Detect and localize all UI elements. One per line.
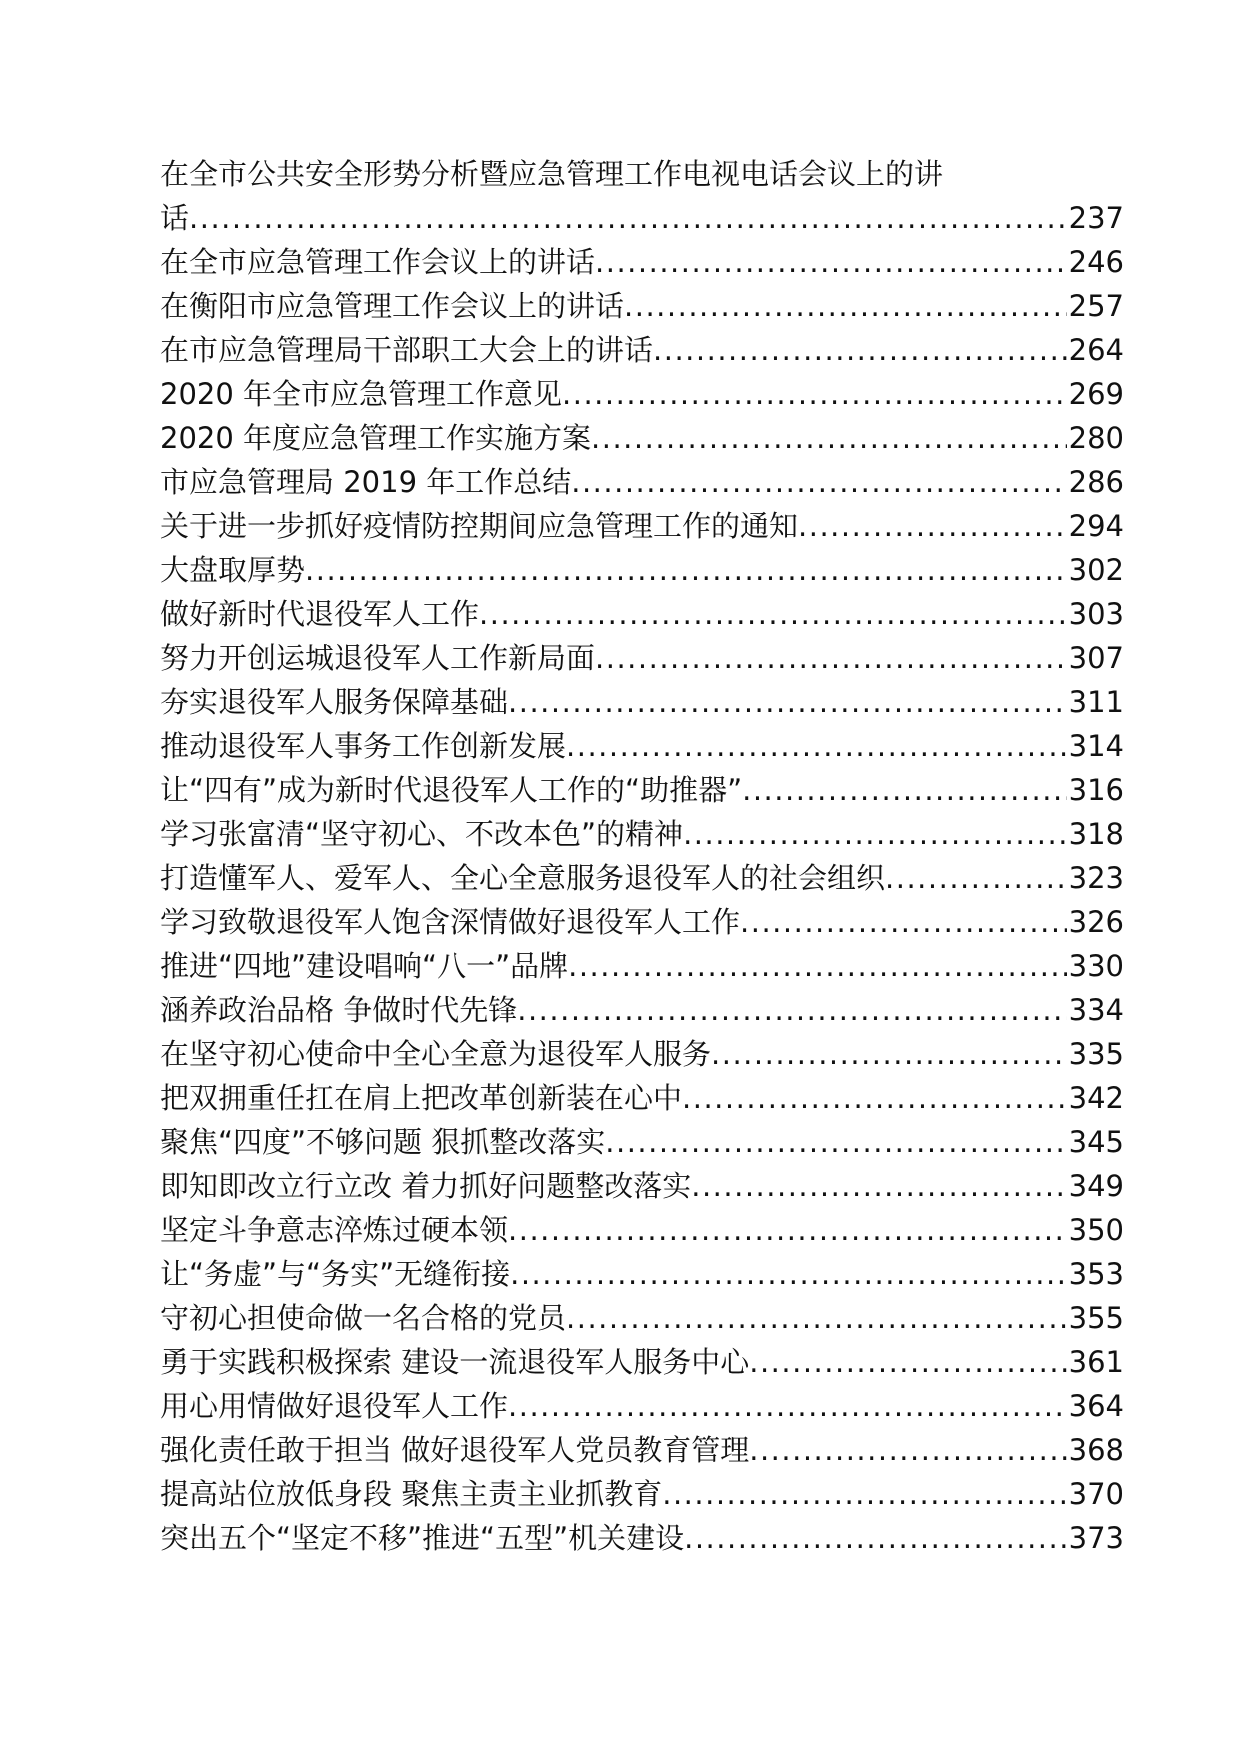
toc-entry-title: 关于进一步抓好疫情防控期间应急管理工作的通知 [160,509,799,543]
toc-entry[interactable] [160,856,1124,900]
toc-entry-title: 大盘取厚势 [160,553,306,587]
toc-entry[interactable] [160,328,1124,372]
toc-entry-page: 246 [1068,245,1124,279]
toc-entry-page: 326 [1068,905,1124,939]
toc-entry-page: 257 [1068,289,1124,323]
toc-entry-title: 让“务虚”与“务实”无缝衔接 [160,1257,511,1291]
toc-entry-page: 280 [1068,421,1124,455]
dot-leader [517,988,1066,1032]
toc-entry[interactable] [160,1252,1124,1296]
toc-entry[interactable] [160,812,1124,856]
toc-entry[interactable] [160,1428,1124,1472]
table-of-contents [160,152,1124,1560]
dot-leader [662,1472,1066,1516]
toc-entry[interactable] [160,1472,1124,1516]
dot-leader [568,944,1067,988]
toc-entry-title: 勇于实践积极探索 建设一流退役军人服务中心 [160,1345,750,1379]
dot-leader [682,1076,1067,1120]
toc-entry[interactable] [160,1032,1124,1076]
toc-entry[interactable] [160,284,1124,328]
toc-entry-page: 323 [1068,861,1124,895]
toc-entry-title: 聚焦“四度”不够问题 狠抓整改落实 [160,1125,606,1159]
dot-leader [566,724,1067,768]
toc-entry[interactable] [160,152,1124,240]
toc-entry[interactable] [160,944,1124,988]
dot-leader [798,504,1067,548]
dot-leader [605,1120,1066,1164]
toc-entry-title: 突出五个“坚定不移”推进“五型”机关建设 [160,1521,685,1555]
toc-entry-title: 守初心担使命做一名合格的党员 [160,1301,567,1335]
toc-entry-page: 318 [1068,817,1124,851]
toc-entry-page: 264 [1068,333,1124,367]
toc-entry-page: 350 [1068,1213,1124,1247]
dot-leader [562,372,1067,416]
dot-leader [508,1384,1067,1428]
toc-entry-title: 涵养政治品格 争做时代先锋 [160,993,518,1027]
toc-entry[interactable] [160,240,1124,284]
toc-entry[interactable] [160,460,1124,504]
toc-entry-title: 让“四有”成为新时代退役军人工作的“助推器” [160,773,743,807]
toc-entry-page: 353 [1068,1257,1124,1291]
toc-entry-page: 303 [1068,597,1124,631]
toc-entry-page: 269 [1068,377,1124,411]
toc-entry-page: 307 [1068,641,1124,675]
toc-entry-title: 在全市应急管理工作会议上的讲话 [160,245,596,279]
toc-entry[interactable] [160,680,1124,724]
toc-entry-page: 355 [1068,1301,1124,1335]
toc-entry-title-continued: 话 [160,201,190,235]
toc-entry-title: 用心用情做好退役军人工作 [160,1389,509,1423]
dot-leader [591,416,1067,460]
toc-entry-title: 在衡阳市应急管理工作会议上的讲话 [160,289,625,323]
toc-entry-page: 335 [1068,1037,1124,1071]
toc-entry-title: 提高站位放低身段 聚焦主责主业抓教育 [160,1477,663,1511]
dot-leader [479,592,1067,636]
dot-leader [691,1164,1066,1208]
dot-leader [740,900,1067,944]
dot-leader [595,240,1067,284]
toc-entry-page: 342 [1068,1081,1124,1115]
toc-entry-title: 学习致敬退役军人饱含深情做好退役军人工作 [160,905,741,939]
toc-entry-page: 311 [1068,685,1124,719]
toc-entry[interactable] [160,724,1124,768]
toc-entry[interactable] [160,1076,1124,1120]
toc-entry[interactable] [160,548,1124,592]
toc-entry[interactable] [160,900,1124,944]
toc-entry[interactable] [160,1516,1124,1560]
toc-entry[interactable] [160,1296,1124,1340]
toc-entry-page: 345 [1068,1125,1124,1159]
toc-entry-title: 强化责任敢于担当 做好退役军人党员教育管理 [160,1433,750,1467]
toc-entry-title: 把双拥重任扛在肩上把改革创新装在心中 [160,1081,683,1115]
toc-entry-page: 286 [1068,465,1124,499]
toc-entry[interactable] [160,1384,1124,1428]
toc-entry[interactable] [160,416,1124,460]
toc-entry-title: 市应急管理局 2019 年工作总结 [160,465,572,499]
toc-entry-page: 364 [1068,1389,1124,1423]
dot-leader [749,1340,1066,1384]
toc-entry[interactable] [160,372,1124,416]
dot-leader [571,460,1066,504]
toc-entry[interactable] [160,1340,1124,1384]
toc-list [160,240,1124,1560]
toc-entry-title: 即知即改立行立改 着力抓好问题整改落实 [160,1169,692,1203]
toc-entry[interactable] [160,504,1124,548]
toc-entry[interactable] [160,988,1124,1032]
toc-entry-title: 在全市公共安全形势分析暨应急管理工作电视电话会议上的讲 [160,157,944,191]
toc-entry-page: 330 [1068,949,1124,983]
dot-leader [742,768,1067,812]
toc-entry-title: 2020 年度应急管理工作实施方案 [160,421,592,455]
dot-leader [711,1032,1067,1076]
toc-entry-title: 推进“四地”建设唱响“八一”品牌 [160,949,569,983]
dot-leader [684,1516,1067,1560]
toc-entry[interactable] [160,1120,1124,1164]
toc-entry-page: 370 [1068,1477,1124,1511]
toc-entry-title: 2020 年全市应急管理工作意见 [160,377,563,411]
toc-entry-page: 368 [1068,1433,1124,1467]
toc-entry[interactable] [160,592,1124,636]
dot-leader [624,284,1067,328]
toc-entry[interactable] [160,636,1124,680]
dot-leader [189,196,1067,240]
toc-entry-title: 学习张富清“坚守初心、不改本色”的精神 [160,817,684,851]
dot-leader [749,1428,1066,1472]
dot-leader [566,1296,1067,1340]
toc-entry-page: 361 [1068,1345,1124,1379]
toc-entry[interactable] [160,1208,1124,1252]
toc-entry-page: 294 [1068,509,1124,543]
dot-leader [653,328,1067,372]
dot-leader [305,548,1067,592]
dot-leader [508,1208,1067,1252]
toc-entry-page: 349 [1068,1169,1124,1203]
toc-entry-title: 做好新时代退役军人工作 [160,597,480,631]
toc-entry-page: 314 [1068,729,1124,763]
toc-entry-page: 302 [1068,553,1124,587]
toc-entry-page: 316 [1068,773,1124,807]
toc-entry-title: 在坚守初心使命中全心全意为退役军人服务 [160,1037,712,1071]
toc-entry-title: 夯实退役军人服务保障基础 [160,685,509,719]
toc-entry-page: 237 [1068,201,1124,235]
dot-leader [510,1252,1067,1296]
toc-entry-title: 努力开创运城退役军人工作新局面 [160,641,596,675]
toc-entry-title: 坚定斗争意志淬炼过硬本领 [160,1213,509,1247]
toc-entry-title: 推动退役军人事务工作创新发展 [160,729,567,763]
dot-leader [885,856,1067,900]
dot-leader [508,680,1067,724]
dot-leader [595,636,1067,680]
toc-entry[interactable] [160,768,1124,812]
toc-entry-page: 373 [1068,1521,1124,1555]
toc-entry[interactable] [160,1164,1124,1208]
dot-leader [683,812,1067,856]
toc-entry-title: 打造懂军人、爱军人、全心全意服务退役军人的社会组织 [160,861,886,895]
toc-entry-page: 334 [1068,993,1124,1027]
toc-entry-title: 在市应急管理局干部职工大会上的讲话 [160,333,654,367]
